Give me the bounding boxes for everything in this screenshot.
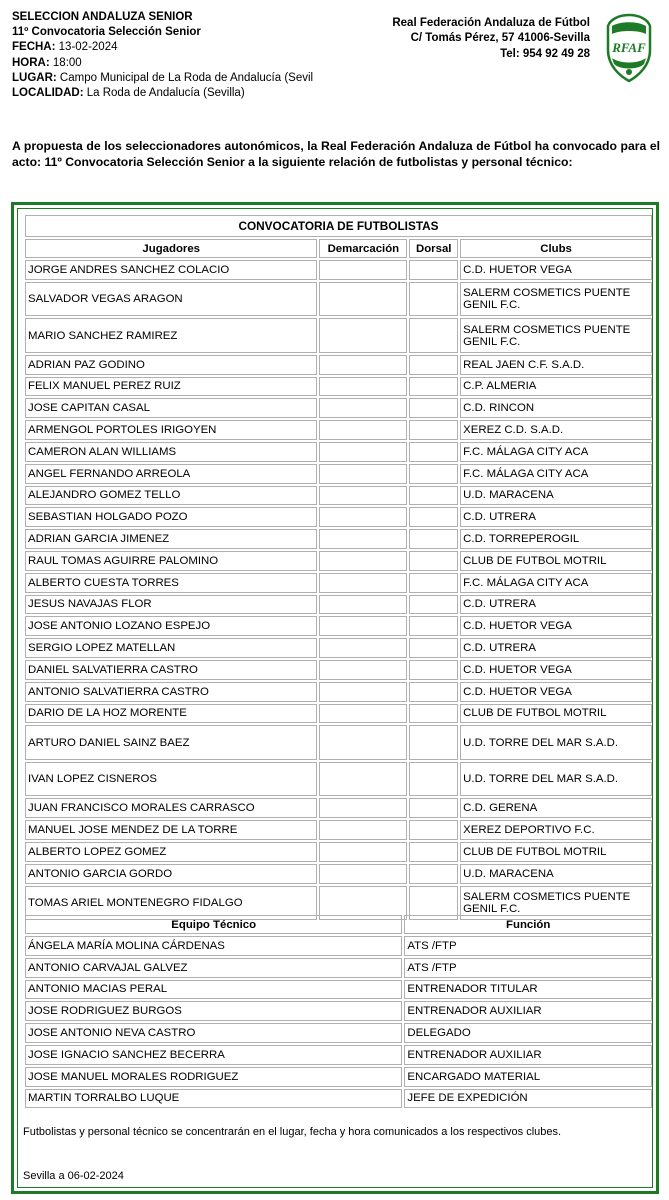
player-club: C.D. UTRERA <box>460 595 652 615</box>
player-club: C.D. TORREPEROGIL <box>460 529 652 549</box>
table-row <box>25 725 652 760</box>
staff-name: JOSE RODRIGUEZ BURGOS <box>25 1001 402 1021</box>
logo-text: RFAF <box>612 40 646 55</box>
player-name: ALBERTO CUESTA TORRES <box>25 573 317 593</box>
player-number <box>409 486 458 506</box>
table-row <box>25 377 652 397</box>
player-position <box>319 551 407 571</box>
player-position <box>319 725 407 760</box>
player-club: C.D. UTRERA <box>460 507 652 527</box>
staff-name: ÁNGELA MARÍA MOLINA CÁRDENAS <box>25 936 402 956</box>
player-name: CAMERON ALAN WILLIAMS <box>25 442 317 462</box>
player-club: SALERM COSMETICS PUENTE GENIL F.C. <box>460 318 652 353</box>
staff-name: JOSE MANUEL MORALES RODRIGUEZ <box>25 1067 402 1087</box>
staff-name: ANTONIO MACIAS PERAL <box>25 980 402 1000</box>
player-position <box>319 864 407 884</box>
player-name: JUAN FRANCISCO MORALES CARRASCO <box>25 798 317 818</box>
header-dorsal: Dorsal <box>409 239 458 258</box>
player-position <box>319 595 407 615</box>
player-number <box>409 573 458 593</box>
player-position <box>319 660 407 680</box>
player-club: F.C. MÁLAGA CITY ACA <box>460 573 652 593</box>
event-place <box>12 71 313 86</box>
table-row <box>25 420 652 440</box>
player-number <box>409 464 458 484</box>
table-row <box>25 1067 652 1087</box>
player-number <box>409 842 458 862</box>
player-number <box>409 638 458 658</box>
player-club: C.D. HUETOR VEGA <box>460 682 652 702</box>
player-number <box>409 420 458 440</box>
staff-name: MARTIN TORRALBO LUQUE <box>25 1089 402 1109</box>
hora-label: HORA: <box>12 56 50 69</box>
player-number <box>409 551 458 571</box>
player-name: JOSE CAPITAN CASAL <box>25 398 317 418</box>
convocatoria-frame <box>11 202 659 1194</box>
player-number <box>409 725 458 760</box>
lugar-value: Campo Municipal de La Roda de Andalucía (Sevil <box>59 71 314 84</box>
table-row <box>25 660 652 680</box>
table-row <box>25 464 652 484</box>
player-club: CLUB DE FUTBOL MOTRIL <box>460 551 652 571</box>
header-jugadores: Jugadores <box>25 239 317 258</box>
player-club: C.D. UTRERA <box>460 638 652 658</box>
table-row <box>25 1001 652 1021</box>
player-position <box>319 682 407 702</box>
player-position <box>319 282 407 317</box>
event-time <box>12 56 313 71</box>
player-number <box>409 282 458 317</box>
player-name: JOSE ANTONIO LOZANO ESPEJO <box>25 616 317 636</box>
player-club: CLUB DE FUTBOL MOTRIL <box>460 842 652 862</box>
player-name: JESUS NAVAJAS FLOR <box>25 595 317 615</box>
player-number <box>409 682 458 702</box>
player-number <box>409 660 458 680</box>
player-name: ANTONIO SALVATIERRA CASTRO <box>25 682 317 702</box>
player-position <box>319 260 407 280</box>
player-position <box>319 486 407 506</box>
player-club: XEREZ C.D. S.A.D. <box>460 420 652 440</box>
header-funcion: Función <box>404 915 652 934</box>
player-number <box>409 355 458 375</box>
player-number <box>409 260 458 280</box>
table-row <box>25 842 652 862</box>
player-club: F.C. MÁLAGA CITY ACA <box>460 442 652 462</box>
player-name: TOMAS ARIEL MONTENEGRO FIDALGO <box>25 886 317 921</box>
player-name: RAUL TOMAS AGUIRRE PALOMINO <box>25 551 317 571</box>
table-row <box>25 958 652 978</box>
player-name: ADRIAN GARCIA JIMENEZ <box>25 529 317 549</box>
player-club: C.D. GERENA <box>460 798 652 818</box>
table-row <box>25 798 652 818</box>
player-position <box>319 573 407 593</box>
player-club: SALERM COSMETICS PUENTE GENIL F.C. <box>460 886 652 921</box>
player-number <box>409 507 458 527</box>
hora-value: 18:00 <box>52 56 82 69</box>
players-header-row <box>25 239 652 258</box>
player-name: ALBERTO LOPEZ GOMEZ <box>25 842 317 862</box>
player-number <box>409 762 458 797</box>
player-position <box>319 704 407 724</box>
player-club: C.P. ALMERIA <box>460 377 652 397</box>
player-name: SEBASTIAN HOLGADO POZO <box>25 507 317 527</box>
player-position <box>319 638 407 658</box>
staff-role: JEFE DE EXPEDICIÓN <box>404 1089 652 1109</box>
federation-name: Real Federación Andaluza de Fútbol <box>392 17 590 29</box>
table-row <box>25 507 652 527</box>
convocatoria-frame-inner <box>17 208 653 1188</box>
player-position <box>319 355 407 375</box>
player-number <box>409 704 458 724</box>
player-name: MARIO SANCHEZ RAMIREZ <box>25 318 317 353</box>
event-date <box>12 40 313 55</box>
table-row <box>25 1089 652 1109</box>
player-club: XEREZ DEPORTIVO F.C. <box>460 820 652 840</box>
player-position <box>319 420 407 440</box>
player-position <box>319 464 407 484</box>
header-clubs: Clubs <box>460 239 652 258</box>
player-club: C.D. RINCON <box>460 398 652 418</box>
player-number <box>409 616 458 636</box>
player-position <box>319 762 407 797</box>
staff-table <box>23 913 654 1110</box>
player-number <box>409 798 458 818</box>
federation-address: C/ Tomás Pérez, 57 41006-Sevilla <box>410 32 590 45</box>
players-table-title: CONVOCATORIA DE FUTBOLISTAS <box>25 215 652 237</box>
staff-role: ENTRENADOR TITULAR <box>404 980 652 1000</box>
table-row <box>25 551 652 571</box>
player-name: IVAN LOPEZ CISNEROS <box>25 762 317 797</box>
player-club: U.D. TORRE DEL MAR S.A.D. <box>460 762 652 797</box>
player-club: SALERM COSMETICS PUENTE GENIL F.C. <box>460 282 652 317</box>
staff-role: ENTRENADOR AUXILIAR <box>404 1001 652 1021</box>
table-row <box>25 282 652 317</box>
table-row <box>25 573 652 593</box>
player-club: U.D. TORRE DEL MAR S.A.D. <box>460 725 652 760</box>
event-title: SELECCION ANDALUZA SENIOR <box>12 11 193 23</box>
header-equipo-tecnico: Equipo Técnico <box>25 915 402 934</box>
table-row <box>25 704 652 724</box>
table-row <box>25 318 652 353</box>
fecha-value: 13-02-2024 <box>58 41 118 54</box>
player-name: DARIO DE LA HOZ MORENTE <box>25 704 317 724</box>
player-name: ALEJANDRO GOMEZ TELLO <box>25 486 317 506</box>
table-row <box>25 980 652 1000</box>
player-name: ADRIAN PAZ GODINO <box>25 355 317 375</box>
table-row <box>25 486 652 506</box>
federation-phone: Tel: 954 92 49 28 <box>500 47 590 60</box>
player-number <box>409 529 458 549</box>
player-number <box>409 595 458 615</box>
player-number <box>409 442 458 462</box>
table-row <box>25 682 652 702</box>
staff-role: ENTRENADOR AUXILIAR <box>404 1045 652 1065</box>
header-demarcacion: Demarcación <box>319 239 407 258</box>
player-name: JORGE ANDRES SANCHEZ COLACIO <box>25 260 317 280</box>
player-number <box>409 864 458 884</box>
table-row <box>25 762 652 797</box>
localidad-value: La Roda de Andalucía (Sevilla) <box>86 87 245 100</box>
staff-role: ENCARGADO MATERIAL <box>404 1067 652 1087</box>
player-position <box>319 616 407 636</box>
intro-paragraph: A propuesta de los seleccionadores autonómicos, la Real Federación Andaluza de Fútbol ha convocado para el acto: 11º Convocatoria Selección Senior a la siguiente relación de futbolistas y personal técnico: <box>12 139 660 169</box>
player-name: DANIEL SALVATIERRA CASTRO <box>25 660 317 680</box>
table-row <box>25 260 652 280</box>
player-position <box>319 798 407 818</box>
staff-name: JOSE ANTONIO NEVA CASTRO <box>25 1023 402 1043</box>
player-name: MANUEL JOSE MENDEZ DE LA TORRE <box>25 820 317 840</box>
player-position <box>319 442 407 462</box>
player-name: SERGIO LOPEZ MATELLAN <box>25 638 317 658</box>
player-position <box>319 398 407 418</box>
federation-info <box>392 16 590 62</box>
table-row <box>25 820 652 840</box>
player-club: U.D. MARACENA <box>460 864 652 884</box>
player-name: ANGEL FERNANDO ARREOLA <box>25 464 317 484</box>
table-row <box>25 638 652 658</box>
player-club: C.D. HUETOR VEGA <box>460 660 652 680</box>
player-number <box>409 820 458 840</box>
player-position <box>319 529 407 549</box>
player-number <box>409 377 458 397</box>
player-club: CLUB DE FUTBOL MOTRIL <box>460 704 652 724</box>
table-row <box>25 864 652 884</box>
player-name: ANTONIO GARCIA GORDO <box>25 864 317 884</box>
federation-logo-icon <box>598 12 660 84</box>
event-subtitle: 11º Convocatoria Selección Senior <box>12 26 201 39</box>
player-name: ARMENGOL PORTOLES IRIGOYEN <box>25 420 317 440</box>
player-position <box>319 507 407 527</box>
player-name: ARTURO DANIEL SAINZ BAEZ <box>25 725 317 760</box>
lugar-label: LUGAR: <box>12 71 57 84</box>
staff-role: DELEGADO <box>404 1023 652 1043</box>
staff-name: JOSE IGNACIO SANCHEZ BECERRA <box>25 1045 402 1065</box>
table-row <box>25 1045 652 1065</box>
player-club: REAL JAEN C.F. S.A.D. <box>460 355 652 375</box>
table-row <box>25 529 652 549</box>
staff-header-row <box>25 915 652 934</box>
table-row <box>25 936 652 956</box>
players-table-title-row <box>25 215 652 237</box>
table-row <box>25 1023 652 1043</box>
staff-role: ATS /FTP <box>404 958 652 978</box>
players-table <box>23 213 654 922</box>
player-name: SALVADOR VEGAS ARAGON <box>25 282 317 317</box>
table-row <box>25 442 652 462</box>
staff-role: ATS /FTP <box>404 936 652 956</box>
footer-date: Sevilla a 06-02-2024 <box>23 1170 124 1182</box>
fecha-label: FECHA: <box>12 41 56 54</box>
footer-note: Futbolistas y personal técnico se concentrarán en el lugar, fecha y hora comunicados a los respectivos clubes. <box>23 1126 562 1138</box>
player-club: C.D. HUETOR VEGA <box>460 616 652 636</box>
player-club: F.C. MÁLAGA CITY ACA <box>460 464 652 484</box>
player-number <box>409 318 458 353</box>
staff-name: ANTONIO CARVAJAL GALVEZ <box>25 958 402 978</box>
table-row <box>25 398 652 418</box>
event-header <box>12 10 313 101</box>
player-club: C.D. HUETOR VEGA <box>460 260 652 280</box>
player-number <box>409 398 458 418</box>
table-row <box>25 355 652 375</box>
player-name: FELIX MANUEL PEREZ RUIZ <box>25 377 317 397</box>
player-position <box>319 820 407 840</box>
localidad-label: LOCALIDAD: <box>12 87 84 100</box>
table-row <box>25 616 652 636</box>
table-row <box>25 595 652 615</box>
event-locality <box>12 86 313 101</box>
player-position <box>319 377 407 397</box>
player-position <box>319 318 407 353</box>
player-club: U.D. MARACENA <box>460 486 652 506</box>
player-position <box>319 842 407 862</box>
